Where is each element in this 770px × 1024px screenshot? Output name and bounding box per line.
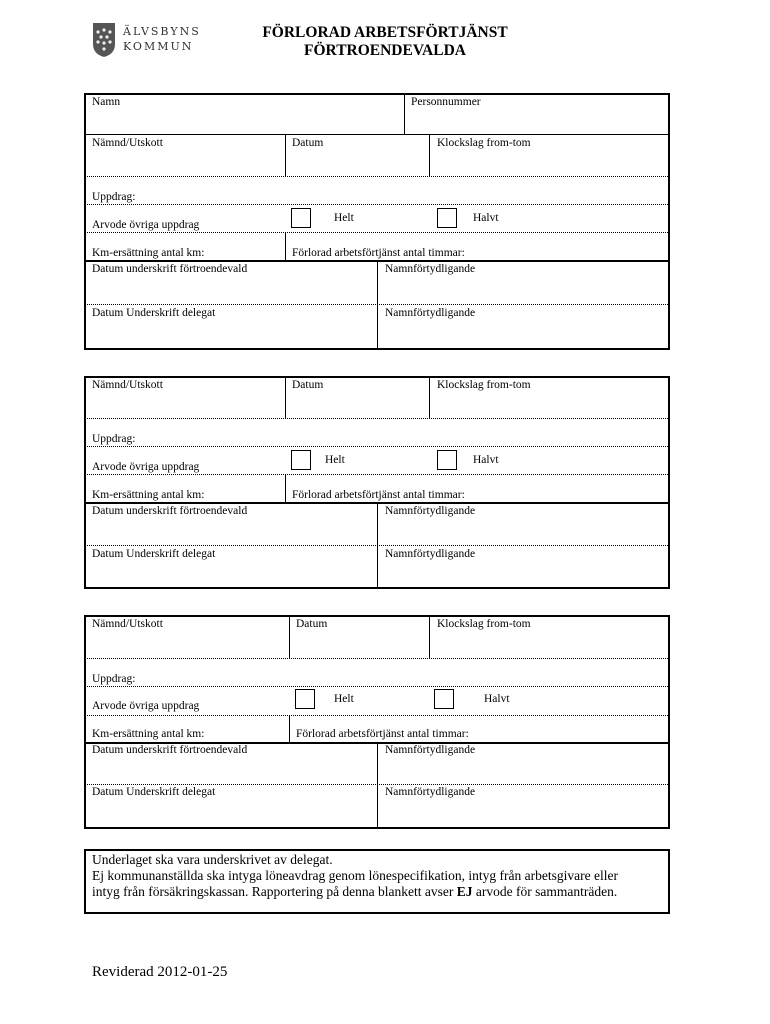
namnd-label: Nämnd/Utskott [92,379,163,391]
km-label: Km-ersättning antal km: [92,728,205,740]
uppdrag-field[interactable] [150,660,668,685]
namnfort-delegat-label: Namnförtydligande [385,548,476,560]
namnd-field[interactable] [86,632,287,657]
halvt-label: Halvt [473,212,499,224]
namn-label: Namn [92,96,121,108]
namnfort-label: Namnförtydligande [385,505,476,517]
datum-label: Datum [296,618,328,630]
forlorad-label: Förlorad arbetsförtjänst antal timmar: [296,728,469,740]
namnfort-label: Namnförtydligande [385,744,476,756]
namnd-field[interactable] [86,151,283,175]
halvt-checkbox[interactable] [437,450,457,470]
note-emphasis: EJ [456,884,473,899]
datum-fortroendevald-label: Datum underskrift förtroendevald [92,744,248,756]
personnummer-field[interactable] [406,110,668,133]
datum-delegat-label: Datum Underskrift delegat [92,548,216,560]
klockslag-label: Klockslag from-tom [437,379,531,391]
namnfort-field[interactable] [379,277,668,303]
datum-delegat-field[interactable] [86,562,375,587]
arvode-label: Arvode övriga uppdrag [92,461,200,473]
namnfort-label: Namnförtydligande [385,263,476,275]
helt-label: Helt [334,693,354,705]
namnfort-delegat-label: Namnförtydligande [385,786,476,798]
halvt-checkbox[interactable] [437,208,457,228]
forlorad-field[interactable] [502,234,668,259]
namnfort-delegat-field[interactable] [379,321,668,348]
personnummer-label: Personnummer [411,96,481,108]
datum-fortroendevald-field[interactable] [86,519,375,544]
note-line-3-end: arvode för sammanträden. [472,884,618,899]
note-line-2: Ej kommunanställda ska intyga löneavdrag genom lönespecifikation, intyg från arbetsgivare eller [92,868,618,883]
km-label: Km-ersättning antal km: [92,489,205,501]
logo-line-2: KOMMUN [123,40,194,53]
datum-field[interactable] [287,151,427,175]
datum-fortroendevald-label: Datum underskrift förtroendevald [92,505,248,517]
klockslag-field[interactable] [431,393,668,417]
datum-label: Datum [292,379,324,391]
helt-checkbox[interactable] [291,450,311,470]
forlorad-field[interactable] [506,717,668,741]
forlorad-label: Förlorad arbetsförtjänst antal timmar: [292,247,465,259]
uppdrag-label: Uppdrag: [92,433,136,445]
helt-label: Helt [325,454,345,466]
halvt-label: Halvt [484,693,510,705]
revision-date: Reviderad 2012-01-25 [92,964,228,980]
namnd-label: Nämnd/Utskott [92,137,163,149]
helt-label: Helt [334,212,354,224]
halvt-label: Halvt [473,454,499,466]
km-field[interactable] [220,234,283,259]
uppdrag-label: Uppdrag: [92,673,136,685]
klockslag-field[interactable] [431,151,668,175]
datum-delegat-field[interactable] [86,321,375,348]
note-line-3-start: intyg från försäkringskassan. Rapportering på denna blankett avser [92,884,457,899]
namnfort-field[interactable] [379,758,668,783]
klockslag-label: Klockslag from-tom [437,618,531,630]
km-label: Km-ersättning antal km: [92,247,205,259]
datum-field[interactable] [287,393,427,417]
datum-field[interactable] [291,632,427,657]
namnfort-delegat-field[interactable] [379,800,668,827]
datum-label: Datum [292,137,324,149]
helt-checkbox[interactable] [295,689,315,709]
logo-line-1: ÄLVSBYNS [123,25,201,38]
namnfort-field[interactable] [379,519,668,544]
klockslag-field[interactable] [431,632,668,657]
uppdrag-field[interactable] [150,178,668,203]
datum-delegat-field[interactable] [86,800,375,827]
namnd-field[interactable] [86,393,283,417]
namnfort-delegat-field[interactable] [379,562,668,587]
datum-fortroendevald-label: Datum underskrift förtroendevald [92,263,248,275]
datum-delegat-label: Datum Underskrift delegat [92,786,216,798]
arvode-label: Arvode övriga uppdrag [92,219,200,231]
datum-fortroendevald-field[interactable] [86,277,375,303]
page-subtitle: FÖRTROENDEVALDA [304,42,466,59]
helt-checkbox[interactable] [291,208,311,228]
klockslag-label: Klockslag from-tom [437,137,531,149]
page-title: FÖRLORAD ARBETSFÖRTJÄNST [262,24,508,41]
forlorad-label: Förlorad arbetsförtjänst antal timmar: [292,489,465,501]
km-field[interactable] [220,717,287,741]
km-field[interactable] [220,476,283,501]
namnd-label: Nämnd/Utskott [92,618,163,630]
namnfort-delegat-label: Namnförtydligande [385,307,476,319]
namn-field[interactable] [86,110,402,133]
halvt-checkbox[interactable] [434,689,454,709]
uppdrag-label: Uppdrag: [92,191,136,203]
note-line-1: Underlaget ska vara underskrivet av delegat. [92,852,333,867]
datum-delegat-label: Datum Underskrift delegat [92,307,216,319]
note-line-3 [92,884,617,900]
datum-fortroendevald-field[interactable] [86,758,375,783]
arvode-label: Arvode övriga uppdrag [92,700,200,712]
uppdrag-field[interactable] [150,420,668,445]
forlorad-field[interactable] [502,476,668,501]
